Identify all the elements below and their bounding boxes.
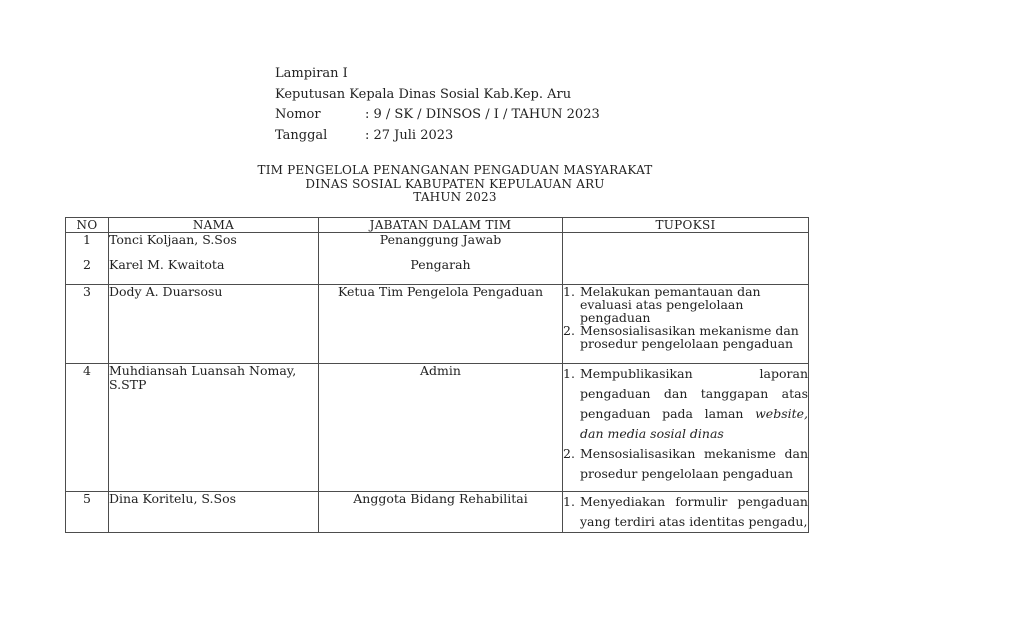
- cell-jabatan: Ketua Tim Pengelola Pengaduan: [319, 285, 563, 364]
- column-header-no: NO: [66, 218, 109, 233]
- table-row-3: [66, 285, 809, 364]
- nomor-value: : 9 / SK / DINSOS / I / TAHUN 2023: [365, 107, 600, 122]
- tupoksi-item: [563, 324, 808, 350]
- tupoksi-item: [563, 492, 808, 532]
- title-line-3: TAHUN 2023: [413, 190, 497, 204]
- item-number: 2.: [563, 323, 575, 338]
- tupoksi-item: [563, 444, 808, 484]
- item-number: 2.: [563, 446, 575, 461]
- item-number: 1.: [563, 366, 575, 381]
- tanggal-line: [275, 126, 600, 147]
- tanggal-value: : 27 Juli 2023: [365, 127, 454, 143]
- item-number: 1.: [563, 494, 575, 509]
- item-text-italic: website, dan media sosial dinas: [580, 406, 808, 441]
- cell-jabatan: Admin: [319, 364, 563, 492]
- tupoksi-item: [563, 364, 808, 444]
- member-role: Penanggung Jawab: [379, 232, 502, 247]
- cell-no: [66, 233, 109, 285]
- cell-jabatan: [319, 233, 563, 285]
- item-text: Melakukan pemantauan dan evaluasi atas pengelolaan pengaduan: [580, 284, 761, 325]
- lampiran-line: Lampiran I: [275, 66, 348, 81]
- member-name: Tonci Koljaan, S.Sos: [109, 232, 237, 247]
- cell-tupoksi-empty: [563, 233, 809, 285]
- title-line-2: DINAS SOSIAL KABUPATEN KEPULAUAN ARU: [305, 176, 605, 191]
- cell-tupoksi: [563, 492, 809, 533]
- item-text-regular: Mempublikasikan laporan pengaduan dan tanggapan atas pengaduan pada laman: [580, 366, 808, 421]
- item-text: [580, 364, 808, 444]
- column-header-jabatan: JABATAN DALAM TIM: [319, 218, 563, 233]
- cell-no: 3: [66, 285, 109, 364]
- nomor-label: Nomor: [275, 107, 321, 122]
- table-row-1-2: [66, 233, 809, 285]
- table-row-4: [66, 364, 809, 492]
- cell-nama: [109, 233, 319, 285]
- title-line-1: TIM PENGELOLA PENANGANAN PENGADUAN MASYARAKAT: [257, 163, 653, 177]
- document-header: [275, 64, 600, 146]
- table-header-row: [66, 218, 809, 233]
- table-row-5: [66, 492, 809, 533]
- item-text: Mensosialisasikan mekanisme dan prosedur pengelolaan pengaduan: [580, 446, 808, 481]
- cell-no: 5: [66, 492, 109, 533]
- cell-tupoksi: [563, 285, 809, 364]
- member-role: Pengarah: [410, 257, 471, 272]
- row-number: 2: [83, 257, 91, 272]
- item-text: Menyediakan formulir pengaduan yang terdiri atas identitas pengadu,: [580, 494, 808, 529]
- cell-nama: Dody A. Duarsosu: [109, 285, 319, 364]
- cell-nama: Muhdiansah Luansah Nomay, S.STP: [109, 364, 319, 492]
- item-text: Mensosialisasikan mekanisme dan prosedur pengelolaan pengaduan: [580, 323, 799, 351]
- team-table: [65, 217, 809, 533]
- column-header-nama: NAMA: [109, 218, 319, 233]
- cell-no: 4: [66, 364, 109, 492]
- keputusan-line: Keputusan Kepala Dinas Sosial Kab.Kep. Aru: [275, 86, 572, 102]
- tanggal-label: Tanggal: [275, 127, 328, 143]
- column-header-tupoksi: TUPOKSI: [563, 218, 809, 233]
- cell-tupoksi: [563, 364, 809, 492]
- tupoksi-item: [563, 285, 808, 324]
- member-name: Karel M. Kwaitota: [109, 257, 225, 272]
- cell-jabatan: Anggota Bidang Rehabilitai: [319, 492, 563, 533]
- nomor-line: [275, 105, 600, 126]
- document-title: [75, 164, 835, 205]
- cell-nama: Dina Koritelu, S.Sos: [109, 492, 319, 533]
- item-number: 1.: [563, 284, 575, 299]
- row-number: 1: [83, 232, 91, 247]
